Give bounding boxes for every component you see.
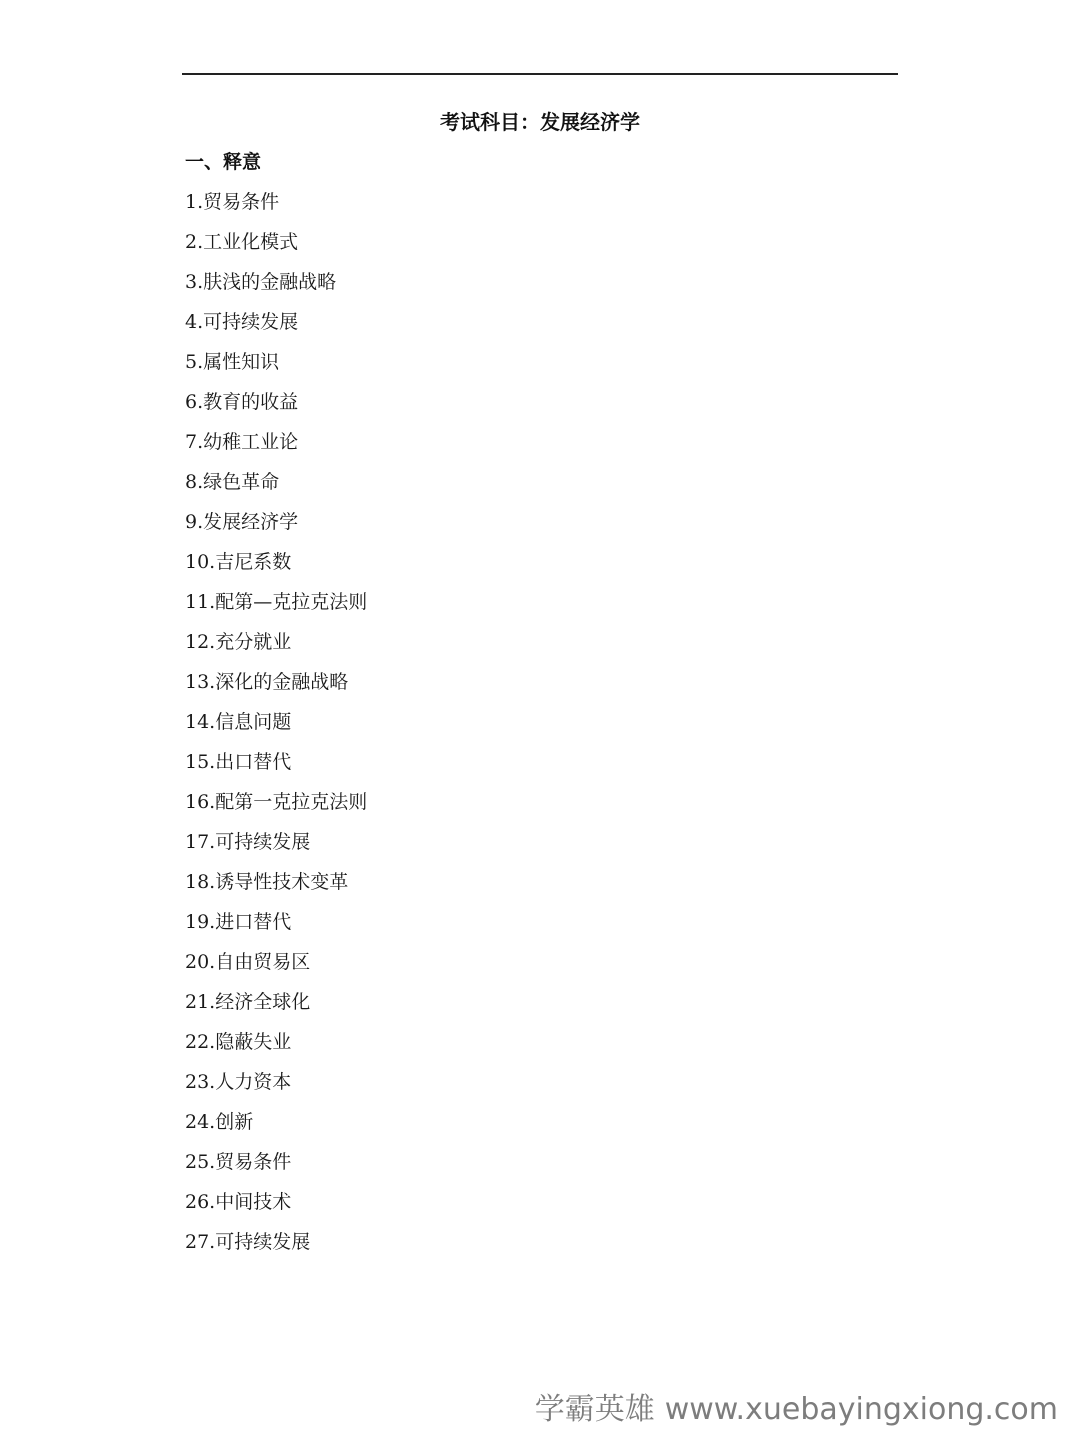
list-item: 18.诱导性技术变革 bbox=[185, 871, 349, 893]
list-item: 7.幼稚工业论 bbox=[185, 431, 299, 453]
list-item: 5.属性知识 bbox=[185, 351, 280, 373]
list-item: 22.隐蔽失业 bbox=[185, 1031, 292, 1053]
list-item: 16.配第一克拉克法则 bbox=[185, 791, 368, 813]
list-item: 8.绿色革命 bbox=[185, 471, 280, 493]
list-item: 4.可持续发展 bbox=[185, 311, 299, 333]
list-item: 27.可持续发展 bbox=[185, 1231, 311, 1253]
list-item: 9.发展经济学 bbox=[185, 511, 299, 533]
list-item: 2.工业化模式 bbox=[185, 231, 299, 253]
list-item: 3.肤浅的金融战略 bbox=[185, 271, 337, 293]
list-item: 12.充分就业 bbox=[185, 631, 292, 653]
list-item: 24.创新 bbox=[185, 1111, 254, 1133]
list-item: 14.信息问题 bbox=[185, 711, 292, 733]
list-item: 25.贸易条件 bbox=[185, 1151, 292, 1173]
watermark-url: www.xuebayingxiong.com bbox=[664, 1392, 1058, 1427]
section-heading: 一、释意 bbox=[185, 151, 262, 173]
term-list bbox=[185, 185, 367, 1265]
list-item: 1.贸易条件 bbox=[185, 191, 280, 213]
header-rule bbox=[182, 73, 898, 75]
list-item: 23.人力资本 bbox=[185, 1071, 292, 1093]
watermark-brand: 学霸英雄 bbox=[534, 1392, 655, 1427]
list-item: 15.出口替代 bbox=[185, 751, 292, 773]
list-item: 20.自由贸易区 bbox=[185, 951, 311, 973]
list-item: 11.配第—克拉克法则 bbox=[185, 591, 368, 613]
list-item: 17.可持续发展 bbox=[185, 831, 311, 853]
list-item: 26.中间技术 bbox=[185, 1191, 292, 1213]
page-title: 考试科目：发展经济学 bbox=[440, 110, 640, 134]
list-item: 21.经济全球化 bbox=[185, 991, 311, 1013]
list-item: 13.深化的金融战略 bbox=[185, 671, 349, 693]
list-item: 6.教育的收益 bbox=[185, 391, 299, 413]
watermark bbox=[535, 1390, 1058, 1430]
list-item: 19.进口替代 bbox=[185, 911, 292, 933]
list-item: 10.吉尼系数 bbox=[185, 551, 292, 573]
